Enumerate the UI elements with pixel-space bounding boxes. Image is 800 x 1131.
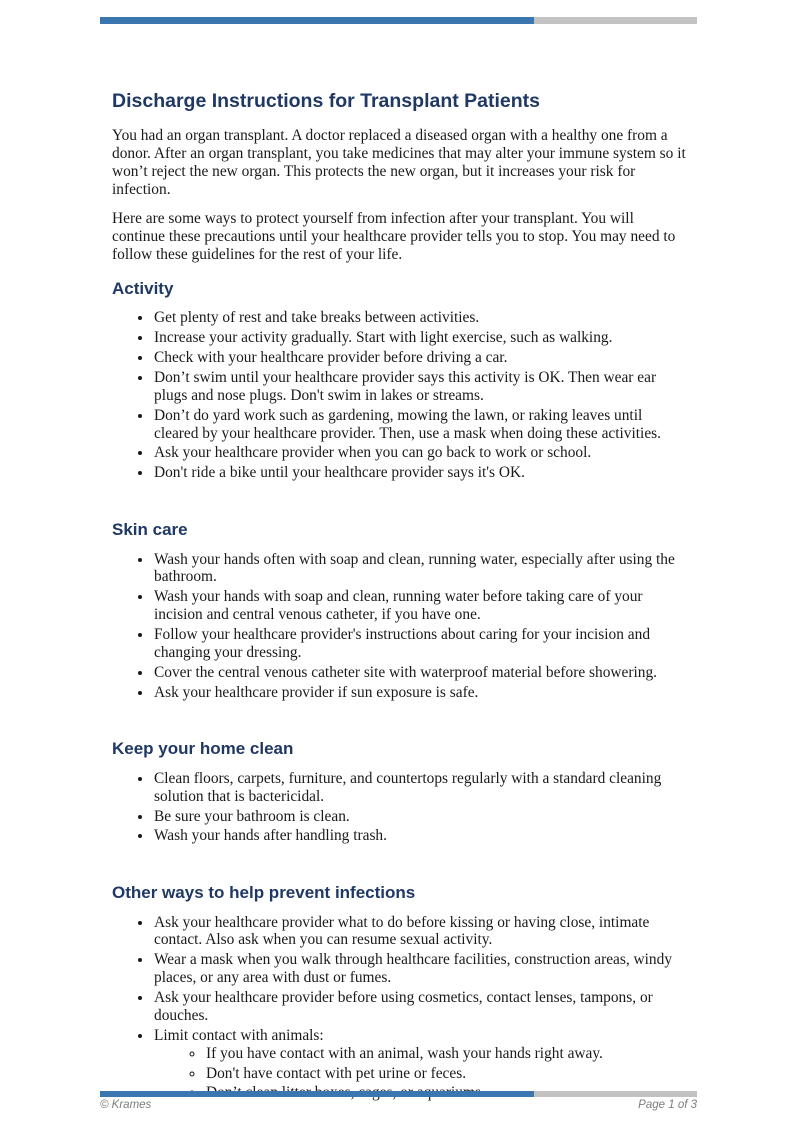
list-item-text: Be sure your bathroom is clean.	[154, 807, 350, 825]
list-item-text: Follow your healthcare provider's instructions about caring for your incision and changing your dressing.	[154, 625, 651, 661]
list-item	[153, 444, 690, 462]
list-item	[153, 349, 690, 367]
list-item	[153, 407, 690, 443]
list-item-text: Wash your hands with soap and clean, running water before taking care of your incision and central venous catheter, if you have one.	[154, 588, 643, 624]
section	[112, 279, 690, 482]
list-item-text: Limit contact with animals:	[154, 1026, 324, 1044]
top-divider-rule	[100, 17, 697, 24]
list-item-text: Get plenty of rest and take breaks between activities.	[154, 309, 480, 327]
top-rule-blue-segment	[100, 17, 534, 24]
list-item	[153, 329, 690, 347]
page-indicator: Page 1 of 3	[638, 1099, 697, 1111]
section	[112, 883, 690, 1102]
list-item-text: Increase your activity gradually. Start with light exercise, such as walking.	[154, 329, 613, 347]
list-item-text: Clean floors, carpets, furniture, and countertops regularly with a standard cleaning solution that is bactericidal.	[154, 769, 662, 805]
list-item-text: Ask your healthcare provider if sun exposure is safe.	[154, 683, 479, 701]
list-item-text: Wash your hands after handling trash.	[154, 827, 387, 845]
list-item	[153, 827, 690, 845]
list-item-text: Cover the central venous catheter site with waterproof material before showering.	[154, 663, 657, 681]
footer-rule-gray-segment	[534, 1091, 697, 1097]
bullet-list	[112, 551, 690, 702]
list-item	[153, 369, 690, 405]
list-item-text: Don't ride a bike until your healthcare provider says it's OK.	[154, 464, 525, 482]
list-item-text: Ask your healthcare provider before using cosmetics, contact lenses, tampons, or douches.	[154, 989, 653, 1024]
list-item	[153, 588, 690, 624]
list-item-text: Wear a mask when you walk through healthcare facilities, construction areas, windy places, or any area with dust or fumes.	[154, 951, 673, 987]
top-rule-gray-segment	[534, 17, 697, 24]
bullet-list	[112, 914, 690, 1103]
list-item-text: Don’t swim until your healthcare provider says this activity is OK. Then wear ear plugs and nose plugs. Don't swim in lakes or streams.	[154, 368, 657, 404]
intro-paragraph: You had an organ transplant. A doctor replaced a diseased organ with a healthy one from a donor. After an organ transplant, you take medicines that may alter your immune system so it won’t reject the new organ. This protects the new organ, but it increases your risk for infection.	[112, 127, 686, 198]
footer	[100, 1099, 697, 1111]
footer-rule-blue-segment	[100, 1091, 534, 1097]
section	[112, 739, 690, 845]
sub-list-item: ◦ If you have contact with an animal, wash your hands right away.	[205, 1045, 690, 1063]
page-title: Discharge Instructions for Transplant Patients	[112, 90, 541, 112]
list-item	[153, 770, 690, 806]
list-item	[153, 626, 690, 662]
list-item-text: Ask your healthcare provider when you can go back to work or school.	[154, 444, 592, 462]
list-item	[153, 664, 690, 682]
list-item	[153, 914, 690, 950]
section-heading: Skin care	[112, 520, 188, 540]
section-heading: Other ways to help prevent infections	[112, 883, 416, 903]
list-item	[153, 951, 690, 987]
copyright-text: © Krames	[100, 1099, 152, 1111]
sub-list-item: ◦ Don't have contact with pet urine or feces.	[205, 1065, 690, 1083]
bullet-list	[112, 309, 690, 482]
list-item	[153, 309, 690, 327]
intro-paragraph: Here are some ways to protect yourself from infection after your transplant. You will continue these precautions until your healthcare provider tells you to stop. You may need to follow these guidelines for the rest of your life.	[112, 210, 676, 264]
list-item	[153, 464, 690, 482]
list-item	[153, 551, 690, 587]
list-item-text: Wash your hands often with soap and clean, running water, especially after using the bathroom.	[154, 550, 675, 586]
list-item	[153, 989, 690, 1025]
bullet-list	[112, 770, 690, 845]
sections-container	[112, 279, 690, 1102]
section	[112, 520, 690, 701]
section-heading: Keep your home clean	[112, 739, 294, 759]
list-item-text: Check with your healthcare provider before driving a car.	[154, 349, 508, 367]
list-item-text: Ask your healthcare provider what to do before kissing or having close, intimate contact. Also ask when you can resume sexual activity.	[154, 913, 650, 949]
list-item-text: Don’t do yard work such as gardening, mowing the lawn, or raking leaves until cleared by your healthcare provider. Then, use a mask when doing these activities.	[154, 406, 662, 442]
footer-divider-rule	[100, 1091, 697, 1097]
list-item	[153, 684, 690, 702]
document-body	[112, 90, 690, 1104]
section-heading: Activity	[112, 279, 174, 299]
list-item	[153, 808, 690, 826]
